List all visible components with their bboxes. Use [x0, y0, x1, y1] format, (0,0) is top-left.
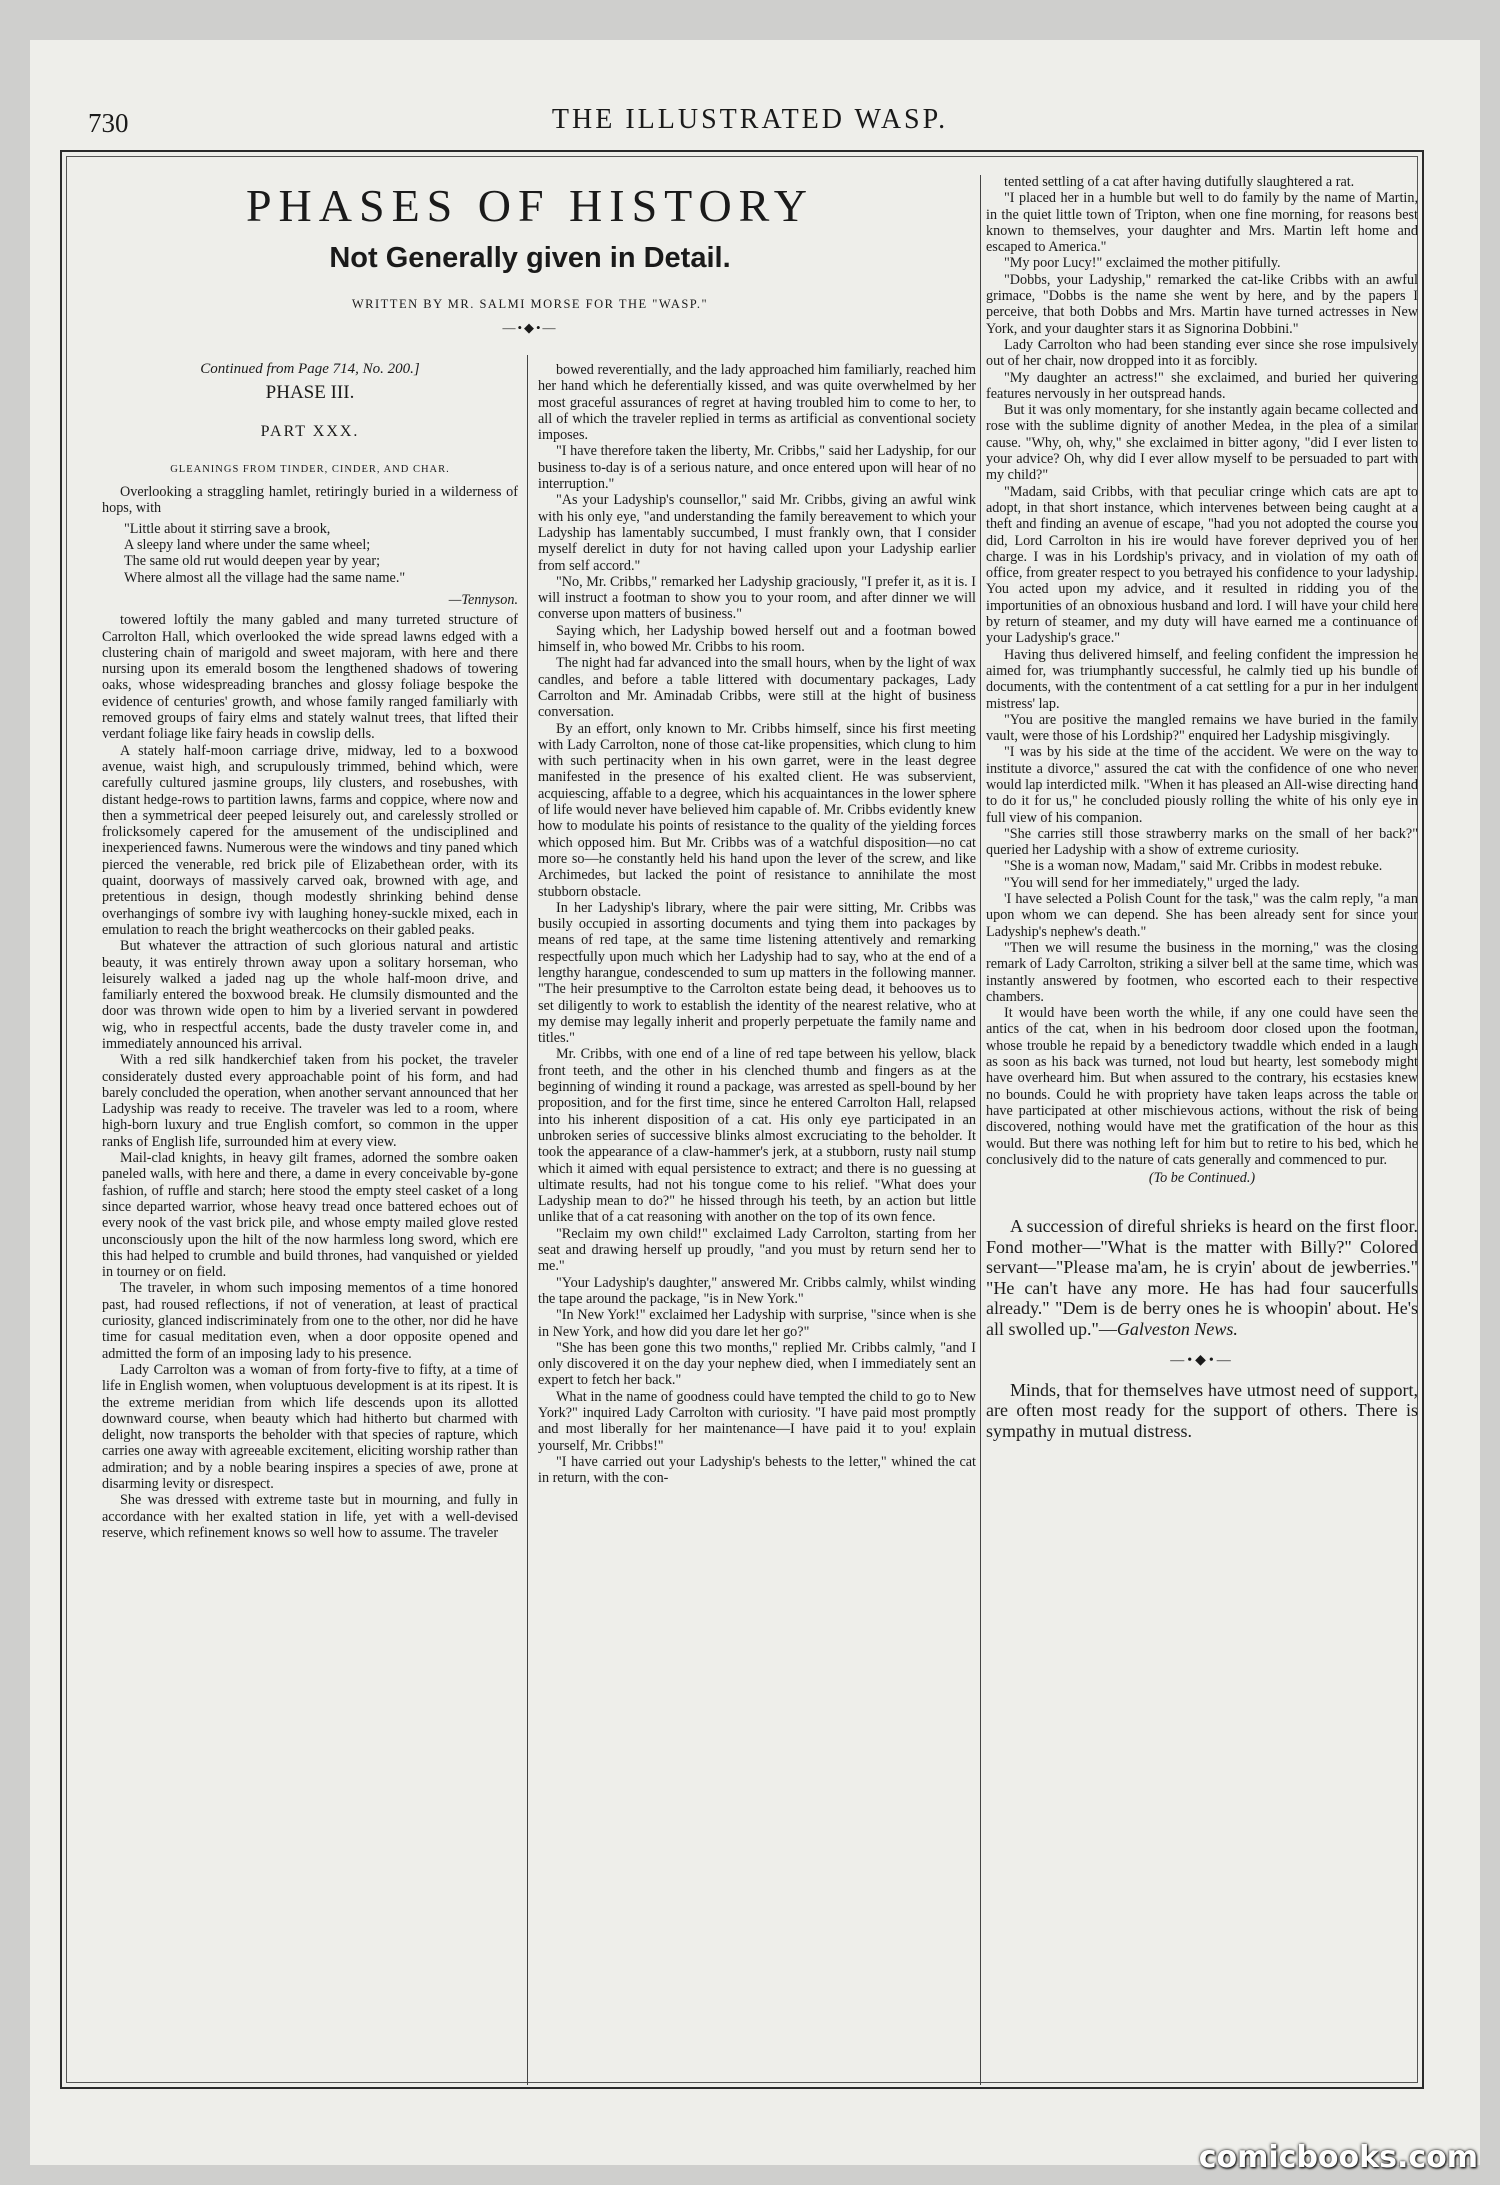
body-paragraph: tented settling of a cat after having dutifully slaughtered a rat.: [1004, 174, 1355, 190]
article-title: PHASES OF HISTORY: [245, 180, 815, 231]
body-paragraph: "She has been gone this two months," replied Mr. Cribbs calmly, "and I only discovered it on the day your nephew died, when I immediately sent an expert to fetch her back.": [538, 1339, 976, 1389]
column-2-body: [538, 362, 976, 1486]
verse-line: "Little about it stirring save a brook,: [124, 520, 331, 537]
body-paragraph: "I have carried out your Ladyship's behests to the letter," whined the cat in return, with the con-: [538, 1453, 976, 1487]
body-paragraph: Mr. Cribbs, with one end of a line of red tape between his yellow, black front teeth, and the other in his clenched thumb and fingers as at the beginning of winding it round a package, was arrested as spell-bound by her proposition, and for the first time, since he entered Carrolton Hall, relapsed into his inherent disposition of a cat. His only eye participated in an unbroken series of successive blinks almost excruciating to the beholder. It took the appearance of a claw-hammer's jerk, at a stubborn, rusty nail stump which it aimed with equal persistence to extract; and there is no guessing at ultimate results, had not his tongue come to his relief. "What does your Ladyship mean to do?" he hissed through his teeth, by an action but little unlike that of a cat reasoning with another on the top of its own fence.: [538, 1046, 976, 1226]
body-paragraph: But whatever the attraction of such glorious natural and artistic beauty, it was entirely thrown away upon a solitary horseman, who leisurely walked a jaded nag up the whole half-moon drive, and familiarly entered the boxwood break. He clumsily dismounted and the door was thrown wide open to him by a liveried servant in powdered wig, who in respectful accents, bade the dusty traveler come in, and immediately announced his arrival.: [102, 938, 518, 1052]
intro-paragraph: Overlooking a straggling hamlet, retiringly buried in a wilderness of hops, with: [102, 484, 518, 517]
article-byline: WRITTEN BY MR. SALMI MORSE FOR THE "WASP.": [351, 297, 709, 311]
filler-joke: [986, 1216, 1418, 1339]
body-paragraph: "My daughter an actress!" she exclaimed, and buried her quivering features nervously in her outspread hands.: [986, 369, 1418, 402]
body-paragraph: "Reclaim my own child!" exclaimed Lady Carrolton, starting from her seat and drawing herself up proudly, "and you must by return send her to me.": [538, 1225, 976, 1275]
column-2: [538, 362, 976, 2070]
body-paragraph: towered loftily the many gabled and many turreted structure of Carrolton Hall, which overlooked the wide spread lawns edged with a clustering chain of marigold and sweet majoram, with here and there nursing upon its emerald bosom the lengthened shadows of towering oaks, whose widespreading branches and glossy foliage bespoke the evidence of centuries' growth, and whose family ranged familiarly with removed groups of fairy elms and stately walnut trees, that lifted their verdant foliage like fairy heads in cowslip dells.: [102, 612, 518, 743]
ornament-divider: —•◆•—: [502, 320, 558, 335]
body-paragraph: "In New York!" exclaimed her Ladyship with surprise, "since when is she in New York, and how did you dare let her go?": [538, 1307, 976, 1340]
joke-paragraph: [986, 1216, 1418, 1339]
body-paragraph: "Dobbs, your Ladyship," remarked the cat-like Cribbs with an awful grimace, "Dobbs is the name she went by here, and by the papers I perceive, that both Dobbs and Mrs. Martin have turned actresses in New York, and your daughter stars it as Signorina Dobbini.": [986, 271, 1418, 337]
verse-line: Where almost all the village had the same name.": [124, 569, 406, 586]
body-paragraph: But it was only momentary, for she instantly again became collected and rose with the sublime dignity of another Medea, in the plea of a similar cause. "Why, oh, why," she exclaimed in bitter agony, "did I ever listen to your advice? Oh, why did I ever allow myself to be persuaded to part with my child?": [986, 402, 1418, 484]
body-paragraph: With a red silk handkerchief taken from his pocket, the traveler considerately dusted every approachable point of his form, and had barely concluded the operation, when another servant announced that her Ladyship was ready to receive. The traveler was led to a room, where high-born luxury and true English comfort, so common in the upper ranks of English life, surrounded him at every view.: [102, 1052, 518, 1150]
body-paragraph: The traveler, in whom such imposing mementos of a time honored past, had roused reflections, if not of veneration, at least of practical curiosity, glanced indiscriminately from one to the other, nor did he have time for casual meditation even, when a door opposite opened and admitted the form of an imposing lady to his presence.: [102, 1280, 518, 1362]
phase-heading: PHASE III.: [265, 382, 355, 404]
body-paragraph: Saying which, her Ladyship bowed herself out and a footman bowed himself in, who bowed Mr. Cribbs to his room.: [538, 622, 976, 656]
article-header: [90, 175, 970, 336]
masthead: THE ILLUSTRATED WASP.: [551, 104, 949, 135]
joke-text: A succession of direful shrieks is heard on the first floor. Fond mother—"What is the matter with Billy?" Colored servant—"Please ma'am, he is cryin' about de jewberries." "He can't have any more. He has had four saucerfulls already." "Dem is de berry ones he is whoopin' about. He's all swolled up."—: [986, 1216, 1418, 1339]
watermark-text: comicbooks.com: [1198, 2140, 1478, 2175]
body-paragraph: "You are positive the mangled remains we have buried in the family vault, were those of his Lordship?" enquired her Ladyship misgivingly.: [986, 711, 1418, 745]
body-paragraph: A stately half-moon carriage drive, midway, led to a boxwood avenue, waist high, and scrupulously trimmed, behind which, were carefully cultured jasmine groups, lily clusters, and rosebushes, with distant hedge-rows to partition lawns, farms and coppice, where now and then a symmetrical deer peeped leisurely out, and carelessly strolled or frolicksomely capered for the amusement of the undisciplined and inexperienced fawns. Numerous were the windows and tiny paned which pierced the venerable, red brick pile of Elizabethean order, with its quaint, doorways of massively carved oak, browned with age, and pretentious in design, though modestly shrinking behind dense overhangings of sombre ivy with laughing honey-suckle mixed, each in emulation to reach the bright weathercocks on their gabled peaks.: [102, 742, 518, 938]
body-paragraph: 'I have selected a Polish Count for the task," was the calm reply, "a man upon whom we can depend. She has been already sent for since your Ladyship's nephew's death.": [986, 891, 1418, 940]
body-paragraph: "No, Mr. Cribbs," remarked her Ladyship graciously, "I prefer it, as it is. I will instruct a footman to show you to your room, and after dinner we will converse upon matters of business.": [538, 573, 976, 623]
section-heading: GLEANINGS FROM TINDER, CINDER, AND CHAR.: [170, 463, 450, 475]
body-paragraph: In her Ladyship's library, where the pair were sitting, Mr. Cribbs was busily occupied in assorting documents and tying them into packages by means of red tape, at the same time listening attentively and remarking respectfully upon much which her Ladyship had to say, who at the end of a lengthy harangue, condescended to sum up matters in the following manner. "The heir presumptive to the Carrolton estate being dead, it behooves us to set diligently to work to establish the identity of the nearest relative, who at my demise may legally inherit and properly perpetuate the family name and titles.": [538, 899, 976, 1047]
column-rule-2: [980, 175, 981, 2085]
verse-line: The same old rut would deepen year by year;: [124, 553, 381, 570]
to-be-continued: (To be Continued.): [1148, 1170, 1256, 1187]
body-paragraph: "As your Ladyship's counsellor," said Mr. Cribbs, giving an awful wink with his only eye, "and understanding the family bereavement to which your Ladyship has lamentably succumbed, I must frankly own, that I consider myself derelict in duty for not having called upon your Ladyship earlier from self accord.": [538, 492, 976, 574]
body-paragraph: The night had far advanced into the small hours, when by the light of wax candles, and before a table littered with documentary packages, Lady Carrolton and Mr. Aminadab Cribbs, were still at the hight of business conversation.: [538, 655, 976, 721]
body-paragraph: "I have therefore taken the liberty, Mr. Cribbs," said her Ladyship, for our business to-day is of a serious nature, and once entered upon will hear of no interruption.": [538, 443, 976, 493]
filler-aphorism: [986, 1380, 1418, 1442]
column-3-body: [986, 174, 1418, 1168]
body-paragraph: Lady Carrolton who had been standing ever since she rose impulsively out of her chair, now dropped into it as forcibly.: [986, 336, 1418, 370]
aphorism-text: Minds, that for themselves have utmost need of support, are often most ready for the support of others. There is sympathy in mutual distress.: [986, 1379, 1418, 1441]
joke-source: Galveston News.: [1116, 1318, 1238, 1339]
body-paragraph: "Then we will resume the business in the morning," was the closing remark of Lady Carrolton, striking a silver bell at the same time, which was instantly answered by footmen, who escorted each to their respective chambers.: [986, 939, 1418, 1005]
body-paragraph: It would have been worth the while, if any one could have seen the antics of the cat, when in his bedroom door closed upon the footman, whose trouble he repaid by a benedictory twaddle which ended in a laugh as soon as his back was turned, not loud but hearty, lest somebody might have overheard him. But when assured to the contrary, his ecstasies knew no bounds. Could he with propriety have taken leaps across the table or have participated at other mischievous actions, without the risk of being discovered, nothing would have met the gratification of the hour as this would. But there was nothing left for him but to retire to his bed, which he conclusively did to the nature of cats generally and commenced to pur.: [986, 1005, 1418, 1168]
body-paragraph: What in the name of goodness could have tempted the child to go to New York?" inquired Lady Carrolton with curiosity. "I have paid most promptly and most liberally for her maintenance—I have paid it to you! explain yourself, Mr. Cribbs!": [538, 1388, 976, 1454]
body-paragraph: Lady Carrolton was a woman of from forty-five to fifty, at a time of life in English women, when voluptuous development is at its ripest. It is the extreme meridian from which life descends upon its allotted downward course, when beauty which had hitherto but charmed with delight, now transports the beholder with that species of rapture, which carries one away with agreeable excitement, eliciting worship rather than admiration; and by a noble bearing inspires a species of awe, prone at disarming levity or disrespect.: [102, 1361, 518, 1492]
body-paragraph: By an effort, only known to Mr. Cribbs himself, since his first meeting with Lady Carrolton, none of those cat-like propensities, which clung to him with such pertinacity when in his own garret, were in the least degree manifested in the presence of his exalted client. He was subservient, acquiescing, affable to a degree, which his acquaintances in the lower sphere of life would never have believed him capable of. Mr. Cribbs evidently knew how to modulate his points of resistance to the quality of the yielding forces which opposed him. But Mr. Cribbs was of a watchful disposition—no cat more so—he constantly held his hand upon the lever of the screw, and like Archimedes, but lacked the point of resistance to annihilate the most stubborn obstacle.: [538, 720, 976, 900]
body-paragraph: "Madam, said Cribbs, with that peculiar cringe which cats are apt to adopt, in that short instance, which intervenes between being caught at a theft and finding an avenue of escape, "had you not adopted the course you did, Lord Carrolton in his ire would have forever deprived you of her charge. I was in his Lordship's privacy, and in violation of my oath of office, from greater respect to you betrayed his confidence to your ladyship. You acted upon my advice, and it resulted in ridding you of the importunities of an obnoxious husband and lord. I will have your child here by return of steamer, and my duty will have earned me a continuance of your Ladyship's grace.": [986, 483, 1418, 647]
part-heading: PART XXX.: [260, 422, 360, 440]
body-paragraph: "I placed her in a humble but well to do family by the name of Martin, in the quiet little town of Tripton, when one fine morning, for reasons best known to themselves, your daughter and Mrs. Martin left home and escaped to America.": [986, 190, 1418, 256]
body-paragraph: She was dressed with extreme taste but in mourning, and fully in accordance with her exalted station in life, yet with a well-devised reserve, which refinement knows so well how to assume. The traveler: [102, 1492, 518, 1541]
page-number: 730: [88, 108, 129, 138]
body-paragraph: "I was by his side at the time of the accident. We were on the way to institute a divorce," assured the cat with the confidence of one who never would lap interdicted milk. "When it has pleased an All-wise directing hand to do it for us," he concluded piously rolling the white of his only eye in full view of his companion.: [986, 744, 1418, 826]
body-paragraph: Mail-clad knights, in heavy gilt frames, adorned the sombre oaken paneled walls, with here and there, a dame in every conceivable by-gone fashion, of ruffle and starch; here stood the empty steel casket of a long since departed warrior, whose heavy tread once battered echoes out of every nook of the vast brick pile, and whose empty mailed glove rested unconsciously upon the hilt of the now harmless long sword, which ere this had helped to crumble and build thrones, had vanquished or yielded in tourney or on field.: [102, 1150, 518, 1281]
verse-attribution: —Tennyson.: [448, 591, 518, 608]
column-1-body: [102, 612, 518, 1541]
column-3: [986, 174, 1418, 2070]
verse-quote: [124, 521, 518, 586]
body-paragraph: "You will send for her immediately," urged the lady.: [1004, 874, 1300, 891]
body-paragraph: "She is a woman now, Madam," said Mr. Cribbs in modest rebuke.: [1004, 858, 1383, 875]
body-paragraph: "She carries still those strawberry marks on the small of her back?" queried her Ladyship with a show of extreme curiosity.: [986, 825, 1418, 859]
ornament-divider-2: —•◆•—: [1170, 1353, 1234, 1369]
body-paragraph: bowed reverentially, and the lady approached him familiarly, reached him her hand which he deferentially kissed, and was quite overwhelmed by her most graceful assurances of regret at having troubled him to come to her, to all of which the traveler replied in terms as artificial as conventional society imposes.: [538, 362, 976, 444]
body-paragraph: "Your Ladyship's daughter," answered Mr. Cribbs calmly, whilst winding the tape around the package, "is in New York.": [538, 1274, 976, 1307]
continued-from: Continued from Page 714, No. 200.]: [200, 361, 420, 377]
article-subtitle: Not Generally given in Detail.: [329, 242, 731, 274]
column-rule-1: [527, 355, 528, 2085]
body-paragraph: Having thus delivered himself, and feeling confident the impression he aimed for, was triumphantly successful, he calmly tied up his bundle of documents, with the contentment of a cat settling for a pur in her indulgent mistress' lap.: [986, 646, 1418, 712]
column-1: [102, 355, 518, 2070]
verse-line: A sleepy land where under the same wheel;: [124, 537, 371, 554]
body-paragraph: "My poor Lucy!" exclaimed the mother pitifully.: [1004, 255, 1281, 272]
